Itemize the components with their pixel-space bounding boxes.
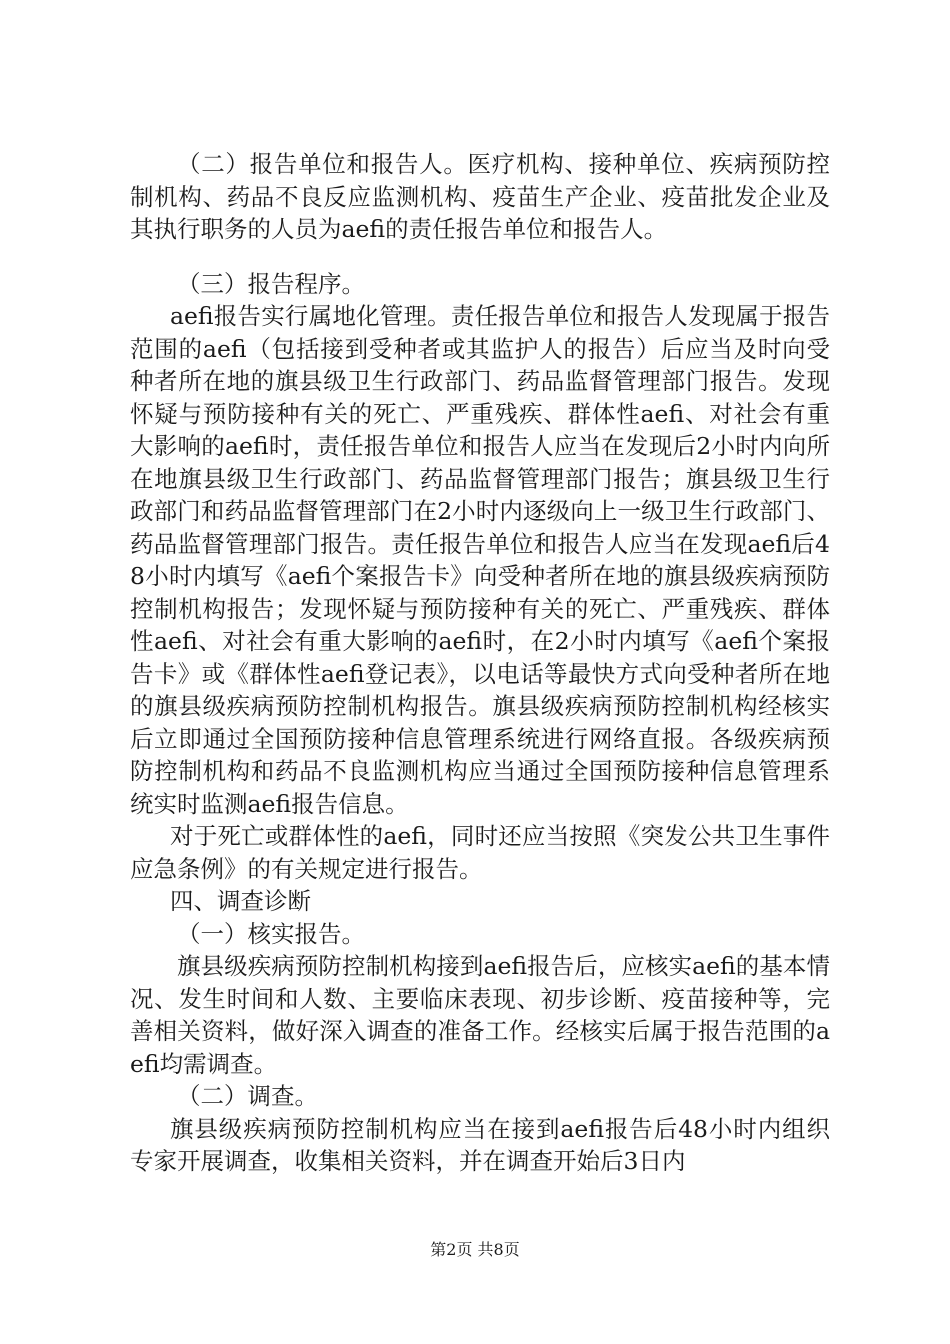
heading-investigation: （二）调查。 [177,1082,318,1110]
document-body [130,148,830,1178]
paragraph-reporting-procedure: aefi报告实行属地化管理。责任报告单位和报告人发现属于报告范围的aefi（包括接到受种者或其监护人的报告）后应当及时向受种者所在地的旗县级卫生行政部门、药品监督管理部门报告。发现怀疑与预防接种有关的死亡、严重残疾、群体性aefi、对社会有重大影响的aefi时，责任报告单位和报告人应当在发现后2小时内向所在地旗县级卫生行政部门、药品监督管理部门报告；旗县级卫生行政部门和药品监督管理部门在2小时内逐级向上一级卫生行政部门、药品监督管理部门报告。责任报告单位和报告人应当在发现aefi后48小时内填写《aefi个案报告卡》向受种者所在地的旗县级疾病预防控制机构报告；发现怀疑与预防接种有关的死亡、严重残疾、群体性aefi、对社会有重大影响的aefi时，在2小时内填写《aefi个案报告卡》或《群体性aefi登记表》，以电话等最快方式向受种者所在地的旗县级疾病预防控制机构报告。旗县级疾病预防控制机构经核实后立即通过全国预防接种信息管理系统进行网络直报。各级疾病预防控制机构和药品不良监测机构应当通过全国预防接种信息管理系统实时监测aefi报告信息。 [130,302,830,818]
paragraph-investigation: 旗县级疾病预防控制机构应当在接到aefi报告后48小时内组织专家开展调查，收集相关资料，并在调查开始后3日内 [130,1114,830,1175]
page-number-footer: 第2页 共8页 [430,1240,520,1259]
paragraph-death-or-group-cases: 对于死亡或群体性的aefi，同时还应当按照《突发公共卫生事件应急条例》的有关规定进行报告。 [130,822,830,883]
section-heading-investigation-diagnosis: 四、调查诊断 [170,887,311,915]
heading-verify-report: （一）核实报告。 [177,919,365,948]
heading-reporting-procedure: （三）报告程序。 [177,269,365,298]
paragraph-verify-report: 旗县级疾病预防控制机构接到aefi报告后，应核实aefi的基本情况、发生时间和人数、主要临床表现、初步诊断、疫苗接种等，完善相关资料，做好深入调查的准备工作。经核实后属于报告范围的aefi均需调查。 [130,952,830,1078]
paragraph-reporting-units: （二）报告单位和报告人。医疗机构、接种单位、疾病预防控制机构、药品不良反应监测机构、疫苗生产企业、疫苗批发企业及其执行职务的人员为aefi的责任报告单位和报告人。 [130,150,830,243]
